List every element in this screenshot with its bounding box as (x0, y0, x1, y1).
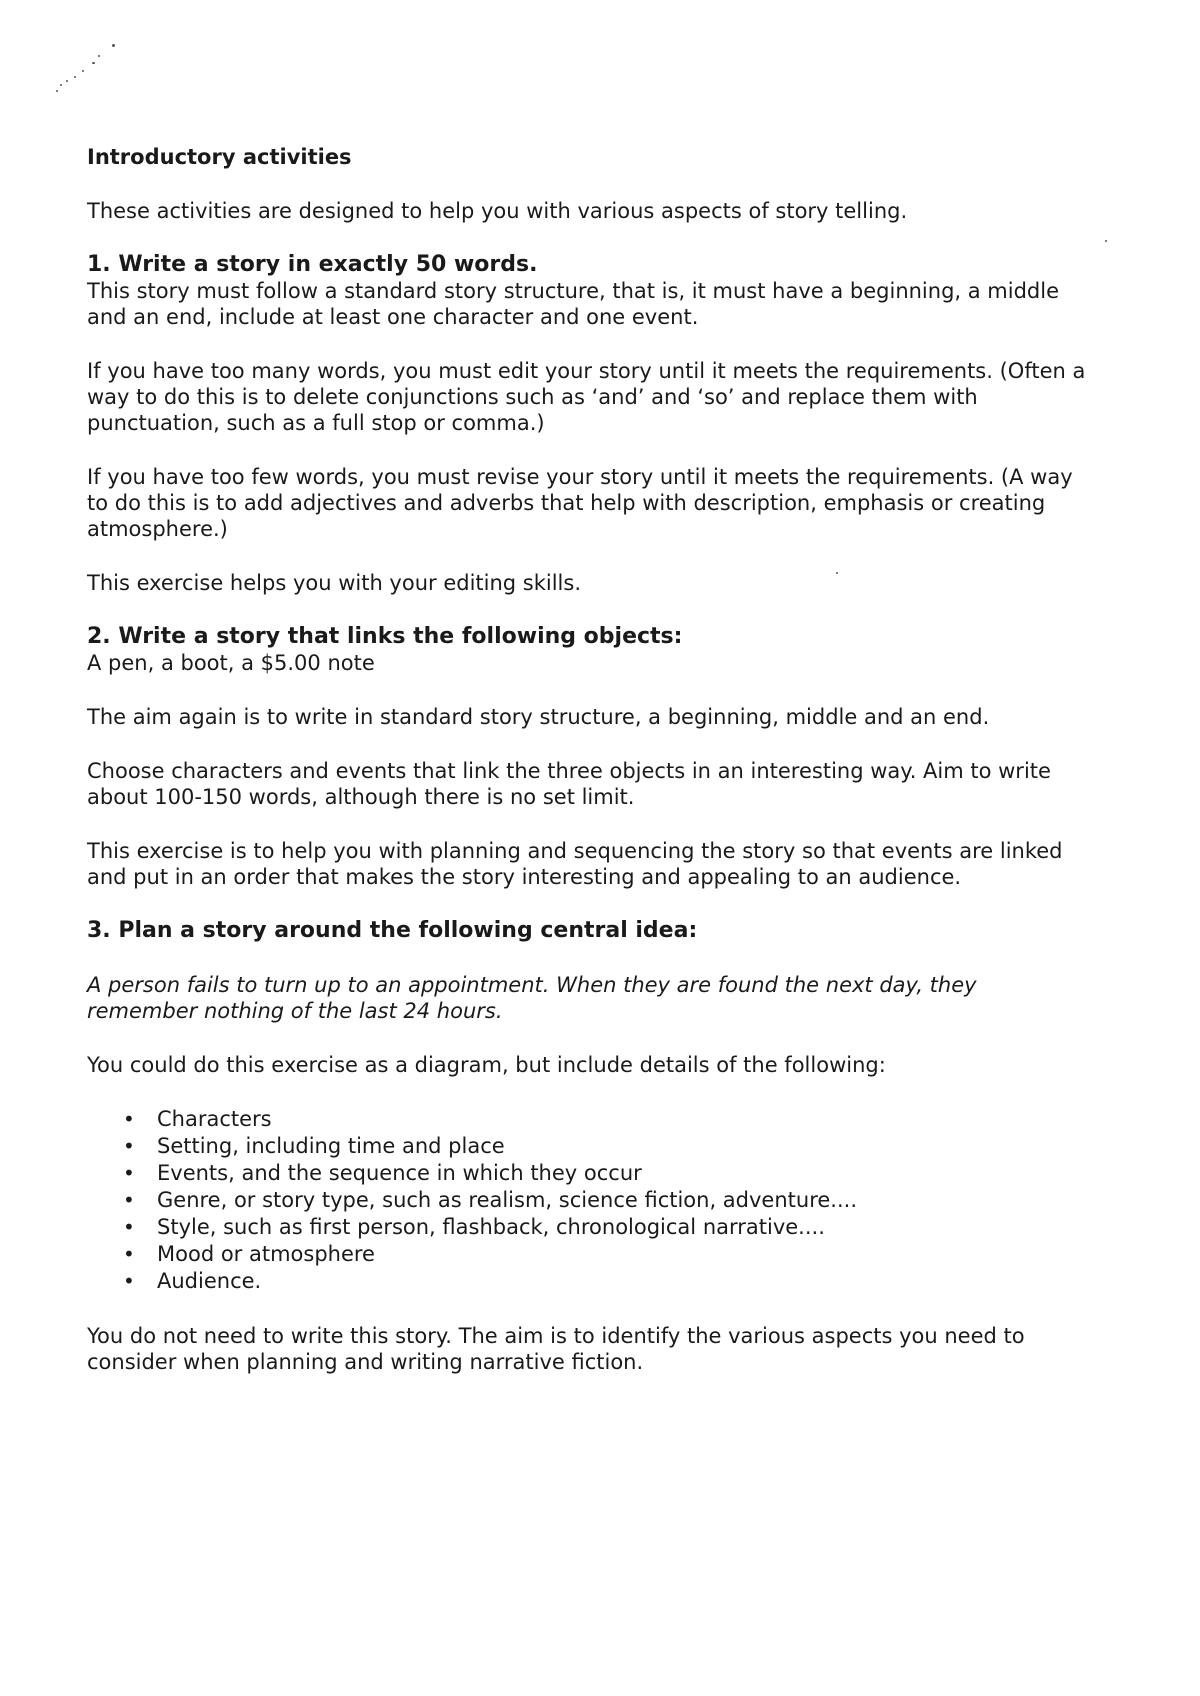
list-item: • Characters (157, 1106, 1087, 1133)
activity-2-objects: A pen, a boot, a $5.00 note (87, 651, 375, 675)
activity-3-closing: You do not need to write this story. The aim is to identify the various aspects you need to consider when planning and writing narrative fiction. (87, 1324, 1025, 1374)
activity-2-purpose: This exercise is to help you with planning and sequencing the story so that events are linked and put in an order that makes the story interesting and appealing to an audience. (87, 839, 1063, 889)
activity-2-aim: The aim again is to write in standard story structure, a beginning, middle and an end. (87, 705, 990, 729)
document-content (87, 144, 1087, 1375)
activity-3-central-idea: A person fails to turn up to an appointment. When they are found the next day, they remember nothing of the last 24 hours. (87, 973, 977, 1023)
activity-1-heading: 1. Write a story in exactly 50 words. (87, 252, 538, 277)
activity-1-too-few: If you have too few words, you must revise your story until it meets the requirements. (A way to do this is to add adjectives and adverbs that help with description, emphasis or creating atmosphere.) (87, 465, 1073, 541)
activity-1-purpose: This exercise helps you with your editing skills. (87, 571, 582, 595)
activity-2-heading: 2. Write a story that links the following objects: (87, 624, 683, 649)
list-item: • Genre, or story type, such as realism, science fiction, adventure.... (157, 1187, 1087, 1214)
activity-2-choose: Choose characters and events that link the three objects in an interesting way. Aim to write about 100-150 words, although there is no set limit. (87, 759, 1051, 809)
list-item: • Audience. (157, 1268, 1087, 1295)
list-item: • Style, such as first person, flashback, chronological narrative.... (157, 1214, 1087, 1241)
activity-3-instruction: You could do this exercise as a diagram, but include details of the following: (87, 1053, 886, 1077)
list-item: • Setting, including time and place (157, 1133, 1087, 1160)
activity-1-too-many: If you have too many words, you must edit your story until it meets the requirements. (Often a way to do this is to delete conjunctions such as ‘and’ and ‘so’ and replace them with punctuation, such as a full stop or comma.) (87, 359, 1086, 435)
list-item: • Mood or atmosphere (157, 1241, 1087, 1268)
activity-1-body: This story must follow a standard story structure, that is, it must have a beginning, a middle and an end, include at least one character and one event. (87, 279, 1060, 329)
intro-paragraph: These activities are designed to help you with various aspects of story telling. (87, 199, 908, 223)
document-title: Introductory activities (87, 145, 352, 169)
list-item: • Events, and the sequence in which they occur (157, 1160, 1087, 1187)
aspects-list (87, 1106, 1087, 1295)
activity-3-heading: 3. Plan a story around the following central idea: (87, 918, 698, 943)
